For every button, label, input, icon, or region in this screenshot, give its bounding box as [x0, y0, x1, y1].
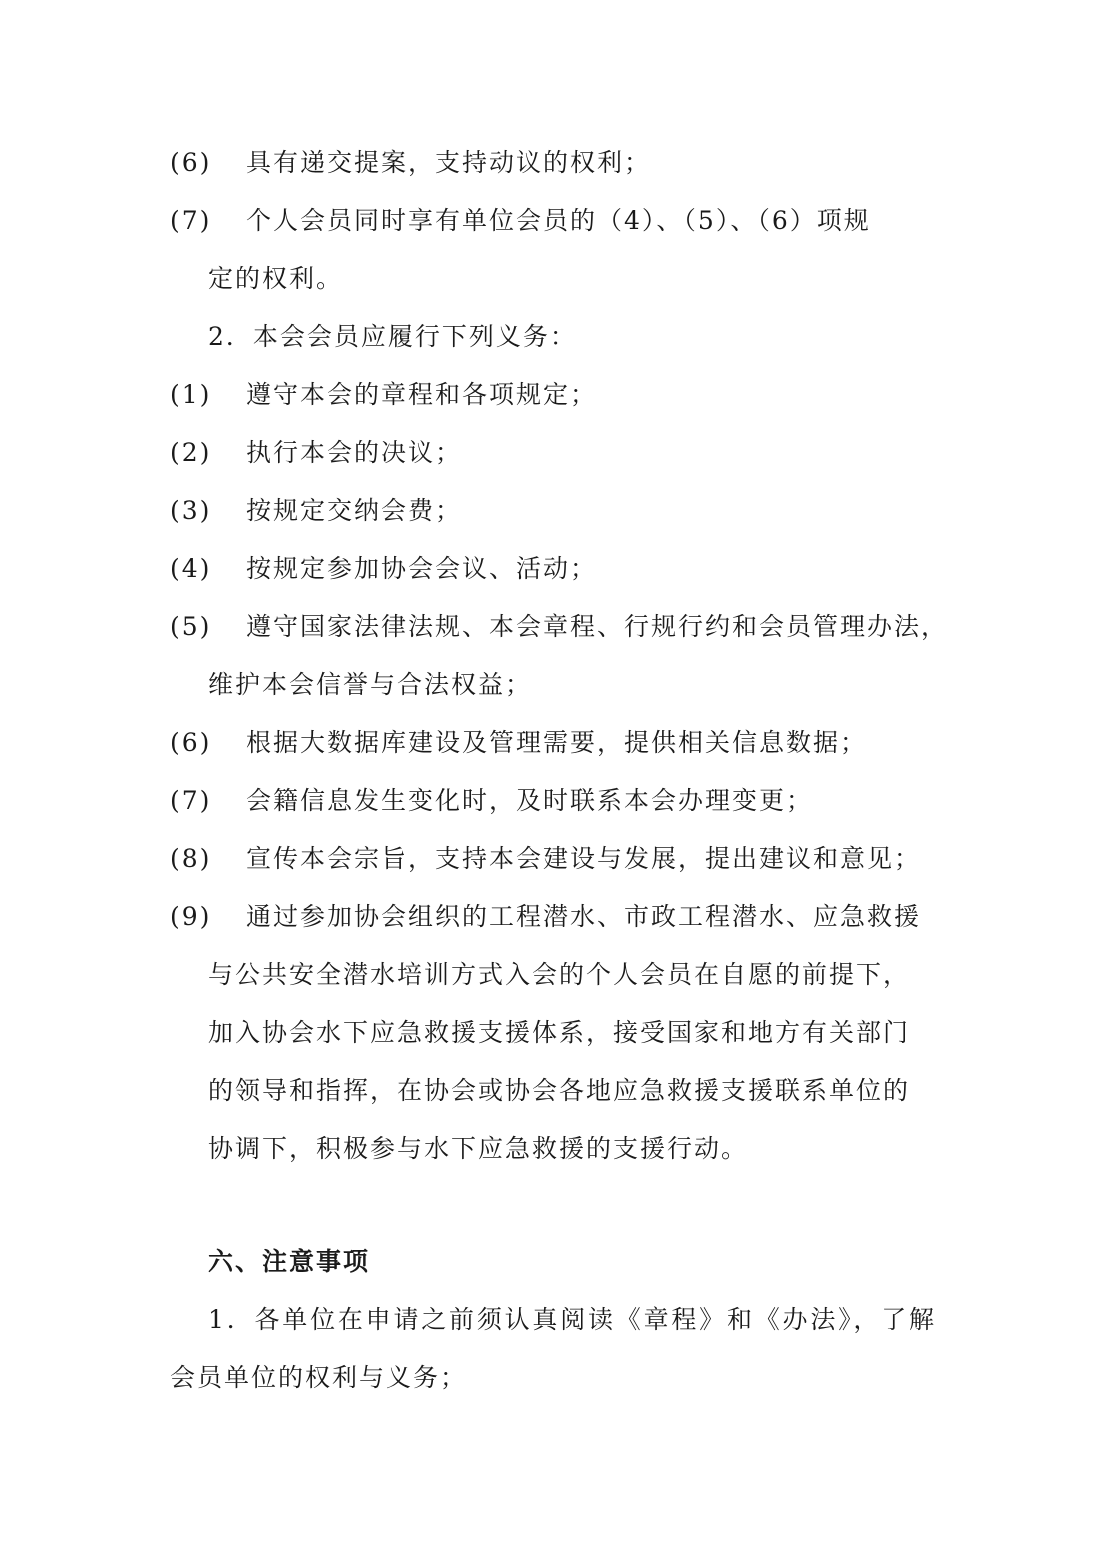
notice-item-line: 1．各单位在申请之前须认真阅读《章程》和《办法》，了解	[208, 1305, 934, 1334]
item-text: 根据大数据库建设及管理需要，提供相关信息数据；	[246, 728, 868, 757]
item-continuation: 协调下，积极参与水下应急救援的支援行动。	[208, 1134, 749, 1163]
item-number: (8)	[170, 844, 212, 873]
item-text: 具有递交提案，支持动议的权利；	[246, 148, 652, 177]
item-text: 会籍信息发生变化时，及时联系本会办理变更；	[246, 786, 814, 815]
item-continuation: 与公共安全潜水培训方式入会的个人会员在自愿的前提下，	[208, 960, 911, 989]
item-number: (9)	[170, 902, 212, 931]
item-number: (1)	[170, 380, 212, 409]
item-number: (6)	[170, 728, 212, 757]
duties-title: 2．本会会员应履行下列义务：	[208, 322, 577, 351]
item-number: (3)	[170, 496, 212, 525]
item-text: 通过参加协会组织的工程潜水、市政工程潜水、应急救援	[246, 902, 922, 931]
item-continuation: 定的权利。	[208, 264, 344, 293]
item-number: (5)	[170, 612, 212, 641]
item-continuation: 维护本会信誉与合法权益；	[208, 670, 533, 699]
item-number: (7)	[170, 206, 212, 235]
item-number: (2)	[170, 438, 212, 467]
item-text: 个人会员同时享有单位会员的（4）、（5）、（6）项规	[246, 206, 871, 235]
notice-item-continuation: 会员单位的权利与义务；	[170, 1363, 468, 1392]
item-number: (6)	[170, 148, 212, 177]
item-text: 遵守国家法律法规、本会章程、行规行约和会员管理办法，	[246, 612, 949, 641]
item-number: (7)	[170, 786, 212, 815]
item-continuation: 的领导和指挥，在协会或协会各地应急救援支援联系单位的	[208, 1076, 911, 1105]
item-text: 按规定参加协会会议、活动；	[246, 554, 598, 583]
item-text: 宣传本会宗旨，支持本会建设与发展，提出建议和意见；	[246, 844, 922, 873]
item-text: 执行本会的决议；	[246, 438, 463, 467]
item-continuation: 加入协会水下应急救援支援体系，接受国家和地方有关部门	[208, 1018, 911, 1047]
section-heading: 六、注意事项	[208, 1247, 371, 1276]
item-text: 遵守本会的章程和各项规定；	[246, 380, 598, 409]
item-number: (4)	[170, 554, 212, 583]
item-text: 按规定交纳会费；	[246, 496, 463, 525]
